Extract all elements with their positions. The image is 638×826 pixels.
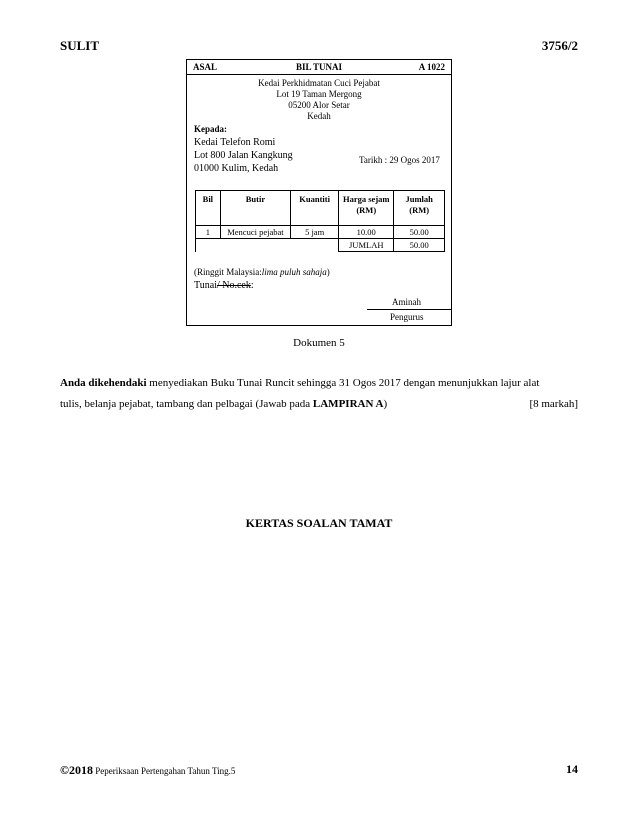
cell-butir: Mencuci pejabat — [220, 226, 290, 239]
from-line: Lot 19 Taman Mergong — [276, 89, 362, 99]
header-sulit: SULIT — [60, 38, 100, 53]
cell-kuantiti: 5 jam — [291, 226, 339, 239]
document-caption: Dokumen 5 — [293, 337, 345, 349]
cash-bill-receipt — [186, 59, 452, 326]
footer-year: ©2018 — [60, 763, 93, 777]
receipt-date: Tarikh : 29 Ogos 2017 — [359, 155, 440, 165]
question-line2-pre: tulis, belanja pejabat, tambang dan pelbagai (Jawab pada — [60, 398, 311, 410]
end-of-paper: KERTAS SOALAN TAMAT — [245, 516, 393, 530]
total-blank-cell — [196, 239, 339, 252]
words-prefix: (Ringgit Malaysia: — [194, 267, 262, 277]
payment-cash: Tunai — [194, 280, 217, 291]
question-line1-rest: menyediakan Buku Tunai Runcit sehingga 31 Ogos 2017 dengan menunjukkan lajur alat — [149, 377, 540, 389]
question-lampiran: LAMPIRAN A — [312, 398, 384, 410]
cell-bil: 1 — [196, 226, 221, 239]
amount-in-words — [194, 267, 330, 277]
col-butir: Butir — [220, 191, 290, 226]
question-line-2 — [60, 398, 387, 410]
question-line2-post: ) — [383, 398, 388, 410]
to-line: Lot 800 Jalan Kangkung — [194, 150, 293, 161]
header-paper-code: 3756/2 — [541, 38, 578, 53]
signature-line — [367, 309, 451, 310]
footer-org: Peperiksaan Pertengahan Tahun Ting.5 — [95, 766, 236, 776]
payment-colon: : — [250, 280, 254, 291]
to-line: Kedai Telefon Romi — [194, 137, 276, 148]
payment-method — [194, 280, 254, 291]
from-line: Kedai Perkhidmatan Cuci Pejabat — [258, 78, 380, 88]
table-total-row — [196, 239, 445, 252]
items-table — [195, 190, 445, 252]
words-suffix: ) — [326, 267, 330, 277]
cell-jumlah: 50.00 — [394, 226, 445, 239]
kepada-label: Kepada: — [194, 124, 228, 134]
col-jumlah: Jumlah (RM) — [394, 191, 445, 226]
receipt-from-address — [187, 78, 451, 122]
question-marks: [8 markah] — [529, 398, 578, 410]
total-value: 50.00 — [394, 239, 445, 252]
question-line-1 — [60, 377, 539, 389]
cell-harga: 10.00 — [339, 226, 394, 239]
words-amount: lima puluh sahaja — [261, 267, 327, 277]
col-bil: Bil — [196, 191, 221, 226]
to-line: 01000 Kulim, Kedah — [194, 163, 279, 174]
receipt-title: BIL TUNAI — [295, 62, 343, 72]
signer-name: Aminah — [392, 297, 421, 307]
footer-copyright — [60, 763, 235, 778]
col-kuantiti: Kuantiti — [291, 191, 339, 226]
page-number: 14 — [566, 762, 578, 776]
from-line: 05200 Alor Setar — [288, 100, 350, 110]
receipt-top-bar — [187, 62, 451, 73]
col-harga: Harga sejam (RM) — [339, 191, 394, 226]
total-label: JUMLAH — [339, 239, 394, 252]
table-header-row — [196, 191, 445, 226]
from-line: Kedah — [307, 111, 331, 121]
payment-cheque-struck: / No.cek — [216, 280, 251, 291]
receipt-asal-label: ASAL — [193, 62, 218, 72]
question-lead: Anda dikehendaki — [60, 377, 147, 389]
receipt-number: A 1022 — [418, 62, 445, 72]
table-row — [196, 226, 445, 239]
signer-role: Pengurus — [390, 312, 424, 322]
receipt-divider — [187, 74, 451, 75]
